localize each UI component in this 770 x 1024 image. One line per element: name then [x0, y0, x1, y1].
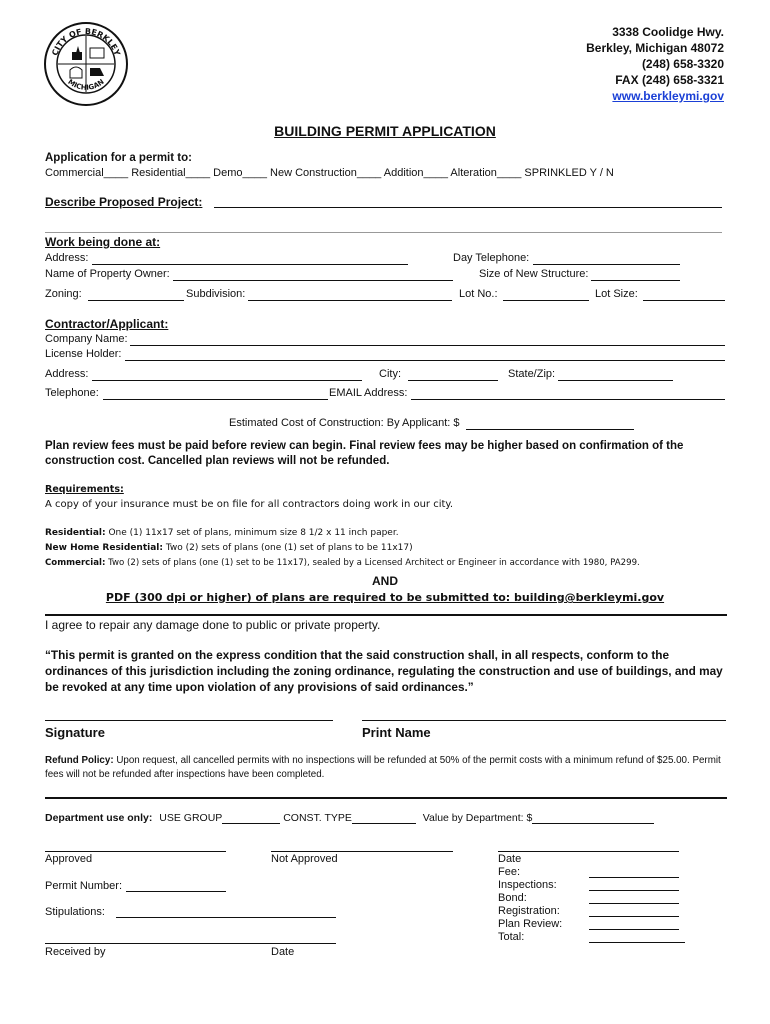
- print-name-label: Print Name: [362, 725, 431, 740]
- work-section-heading: Work being done at:: [45, 235, 161, 249]
- commercial-text: Two (2) sets of plans (one (1) set to be 11x17), sealed by a Licensed Architect or Engineer in accordance with 1980, PA299.: [105, 558, 640, 568]
- lot-no-field[interactable]: [503, 300, 589, 301]
- company-label: Company Name:: [45, 333, 128, 345]
- page-title: BUILDING PERMIT APPLICATION: [274, 123, 496, 139]
- signature-field[interactable]: [45, 720, 333, 721]
- new-home-label: New Home Residential:: [45, 543, 163, 553]
- website-link[interactable]: www.berkleymi.gov: [612, 89, 724, 103]
- const-type-label: CONST. TYPE: [283, 812, 352, 824]
- use-group-label: USE GROUP: [159, 812, 223, 824]
- zoning-field[interactable]: [88, 300, 184, 301]
- not-approved-field[interactable]: [271, 851, 453, 852]
- divider-1: [45, 614, 727, 616]
- and-text: AND: [372, 574, 398, 588]
- work-address-field[interactable]: [92, 264, 408, 265]
- size-label: Size of New Structure:: [479, 268, 589, 280]
- owner-label: Name of Property Owner:: [45, 268, 170, 280]
- permit-number-label: Permit Number:: [45, 880, 123, 892]
- describe-project-field[interactable]: [214, 207, 722, 208]
- fee-item-plan-review: Plan Review:: [498, 918, 563, 930]
- seal-bottom-text: MICHIGAN: [66, 77, 106, 92]
- estimated-cost-label: Estimated Cost of Construction: By Applicant: $: [229, 417, 460, 429]
- permit-condition-text: “This permit is granted on the express condition that the said construction shall, in all respects, conform to the ordinances of this jurisdiction including the zoning ordinance, regulating the construction and use of buildings, and may be revoked at any time upon violation of any provisions of said ordinances.”: [45, 648, 723, 694]
- residential-label: Residential:: [45, 528, 106, 538]
- fee-item-date: Date: [498, 853, 522, 865]
- describe-project-field-2[interactable]: [45, 232, 722, 233]
- license-label: License Holder:: [45, 348, 122, 360]
- state-zip-label: State/Zip:: [508, 368, 556, 380]
- fee-item-fee: Fee:: [498, 866, 521, 878]
- bond-field[interactable]: [589, 903, 679, 904]
- license-field[interactable]: [125, 360, 725, 361]
- day-telephone-field[interactable]: [533, 264, 680, 265]
- owner-field[interactable]: [173, 280, 453, 281]
- const-type-field[interactable]: [352, 823, 416, 824]
- use-group-field[interactable]: [222, 823, 280, 824]
- fee-item-registration: Registration:: [498, 905, 560, 917]
- size-field[interactable]: [591, 280, 680, 281]
- approved-field[interactable]: [45, 851, 226, 852]
- fee-field[interactable]: [589, 877, 679, 878]
- city-field[interactable]: [408, 380, 498, 381]
- city-label: City:: [379, 368, 401, 380]
- print-name-field[interactable]: [362, 720, 726, 721]
- telephone-label: Telephone:: [45, 387, 99, 399]
- permit-for-heading: Application for a permit to:: [45, 152, 192, 164]
- inspections-field[interactable]: [589, 890, 679, 891]
- plan-review-field[interactable]: [589, 929, 679, 930]
- refund-policy-text: Upon request, all cancelled permits with no inspections will be refunded at 50% of the permit costs with a minimum refund of $25.00. Permit fees will not be refunded after inspections have been completed.: [45, 755, 721, 780]
- new-home-text: Two (2) sets of plans (one (1) set of plans to be 11x17): [163, 543, 413, 553]
- fee-item-inspections: Inspections:: [498, 879, 557, 891]
- day-telephone-label: Day Telephone:: [453, 252, 530, 264]
- address-line1: 3338 Coolidge Hwy.: [612, 25, 724, 39]
- fax: FAX (248) 658-3321: [615, 73, 724, 87]
- commercial-label: Commercial:: [45, 558, 106, 568]
- address-line2: Berkley, Michigan 48072: [586, 41, 724, 55]
- subdivision-field[interactable]: [248, 300, 452, 301]
- telephone-field[interactable]: [103, 399, 328, 400]
- fee-item-bond: Bond:: [498, 892, 527, 904]
- contractor-address-label: Address:: [45, 368, 89, 380]
- registration-field[interactable]: [589, 916, 679, 917]
- stipulations-field[interactable]: [116, 917, 336, 918]
- fee-item-total: Total:: [498, 931, 525, 943]
- divider-2: [45, 797, 727, 799]
- pdf-requirement: PDF (300 dpi or higher) of plans are required to be submitted to: building@berkleymi.gov: [105, 591, 665, 604]
- email-field[interactable]: [411, 399, 725, 400]
- value-label: Value by Department: $: [422, 812, 533, 824]
- signature-label: Signature: [45, 725, 105, 740]
- date-top-field[interactable]: [498, 851, 679, 852]
- not-approved-label: Not Approved: [271, 853, 338, 865]
- refund-policy-label: Refund Policy:: [45, 755, 114, 766]
- zoning-label: Zoning:: [45, 288, 82, 300]
- work-address-label: Address:: [45, 252, 89, 264]
- total-field[interactable]: [589, 942, 685, 943]
- lot-no-label: Lot No.:: [459, 288, 498, 300]
- phone: (248) 658-3320: [641, 57, 724, 71]
- describe-project-label: Describe Proposed Project:: [45, 195, 203, 209]
- company-field[interactable]: [130, 345, 725, 346]
- permit-number-field[interactable]: [126, 891, 226, 892]
- state-zip-field[interactable]: [558, 380, 673, 381]
- estimated-cost-field[interactable]: [466, 429, 634, 430]
- agreement-text: I agree to repair any damage done to public or private property.: [45, 618, 381, 632]
- seal-top-text: CITY OF BERKLEY: [50, 26, 122, 57]
- lot-size-label: Lot Size:: [595, 288, 638, 300]
- permit-type-options[interactable]: Commercial____ Residential____ Demo____ New Construction____ Addition____ Alteration____ SPRINKLED Y / N: [45, 167, 614, 179]
- residential-text: One (1) 11x17 set of plans, minimum size 8 1/2 x 11 inch paper.: [105, 528, 399, 538]
- email-label: EMAIL Address:: [329, 387, 408, 399]
- subdivision-label: Subdivision:: [186, 288, 246, 300]
- city-seal-logo: [44, 22, 128, 106]
- value-field[interactable]: [532, 823, 654, 824]
- requirements-heading: Requirements:: [45, 484, 124, 495]
- insurance-text: A copy of your insurance must be on file for all contractors doing work in our city.: [45, 499, 454, 510]
- received-by-label: Received by: [45, 946, 106, 958]
- lot-size-field[interactable]: [643, 300, 725, 301]
- received-by-field[interactable]: [45, 943, 336, 944]
- approved-label: Approved: [45, 853, 93, 865]
- fees-notice: Plan review fees must be paid before review can begin. Final review fees may be higher based on confirmation of the construction cost. Cancelled plan reviews will not be refunded.: [45, 440, 684, 467]
- stipulations-label: Stipulations:: [45, 906, 105, 918]
- department-use-label: Department use only:: [45, 812, 153, 824]
- contractor-address-field[interactable]: [92, 380, 362, 381]
- date-bottom-label: Date: [271, 946, 295, 958]
- contractor-section-heading: Contractor/Applicant:: [45, 317, 169, 331]
